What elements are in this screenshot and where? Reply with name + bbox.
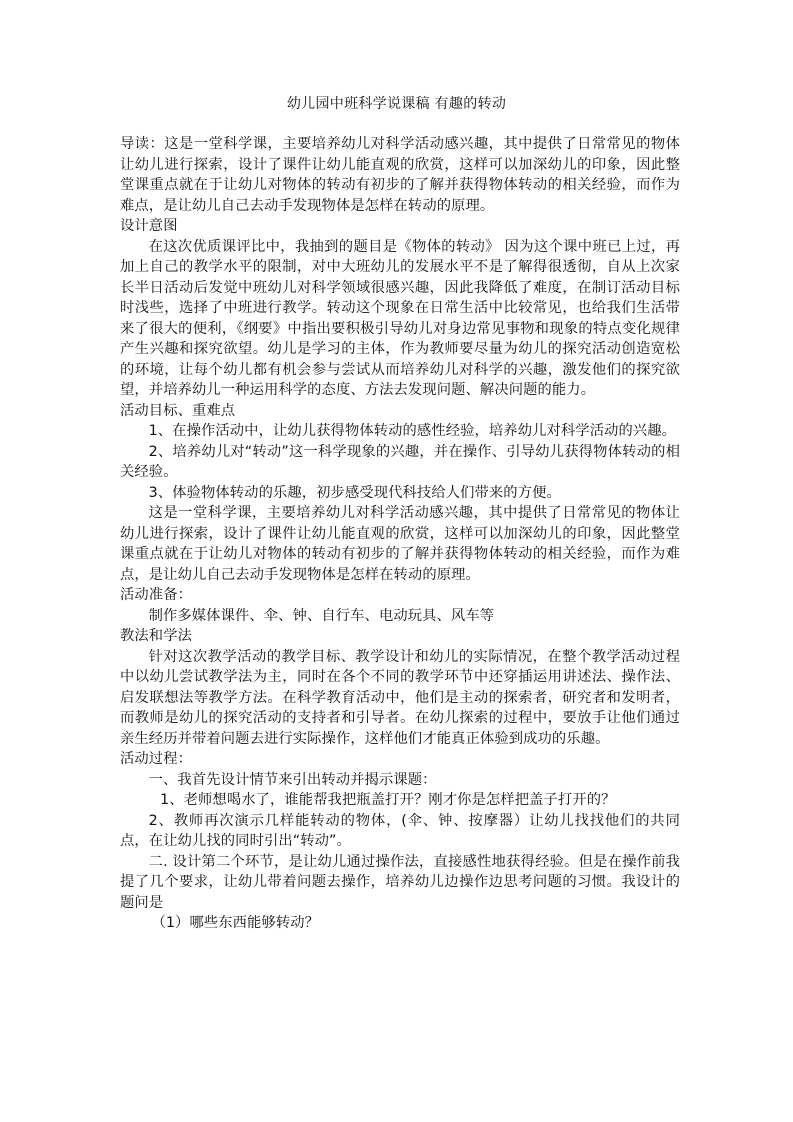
design-intent-paragraph: 在这次优质课评比中，我抽到的题目是《物体的转动》 因为这个课中班已上过，再加上自己的教学水平的限制，对中大班幼儿的发展水平不是了解得很透彻，自从上次家长半日活动后发觉中班幼儿对科学领域很感兴趣，因此我降低了难度，在制订活动目标时浅些，选择了中班进行教学。转动这个现象在日常生活中比较常见，也给我们生活带来了很大的便利，《纲要》中指出要积极引导幼儿对身边常见事物和现象的特点变化规律产生兴趣和探究欲望。幼儿是学习的主体，作为教师要尽量为幼儿的探究活动创造宽松的环境，让每个幼儿都有机会参与尝试从而培养幼儿对科学的兴趣，激发他们的探究欲望，并培养幼儿一种运用科学的态度、方法去发现问题、解决问题的能力。 — [120, 238, 680, 398]
intro-paragraph: 导读：这是一堂科学课，主要培养幼儿对科学活动感兴趣，其中提供了日常常见的物体让幼儿进行探索，设计了课件让幼儿能直观的欣赏，这样可以加深幼儿的印象，因此整堂课重点就在于让幼儿对物体的转动有初步的了解并获得物体转动的相关经验，而作为难点，是让幼儿自己去动手发现物体是怎样在转动的原理。 — [120, 136, 680, 214]
section-heading-design-intent: 设计意图 — [120, 218, 178, 234]
goal-item-3: 3、体验物体转动的乐趣，初步感受现代科技给人们带来的方便。 — [148, 484, 561, 501]
methods-paragraph: 针对这次教学活动的教学目标、教学设计和幼儿的实际情况，在整个教学活动过程中以幼儿尝试教学法为主，同时在各个不同的教学环节中还穿插运用讲述法、操作法、启发联想法等教学方法。在科学教育活动中，他们是主动的探索者，研究者和发明者，而教师是幼儿的探究活动的支持者和引导者。在幼儿探索的过程中，要放手让他们通过亲生经历并带着问题去进行实际操作，这样他们才能真正体验到成功的乐趣。 — [120, 648, 680, 747]
process-step-2: 二. 设计第二个环节，是让幼儿通过操作法，直接感性地获得经验。但是在操作前我提了几个要求，让幼儿带着问题去操作，培养幼儿边操作边思考问题的习惯。我设计的题问是 — [120, 853, 680, 911]
process-step-1-item-1: 1、老师想喝水了，谁能帮我把瓶盖打开？刚才你是怎样把盖子打开的？ — [160, 792, 616, 808]
section-heading-methods: 教法和学法 — [120, 628, 192, 644]
goal-item-1: 1、在操作活动中，让幼儿获得物体转动的感性经验，培养幼儿对科学活动的兴趣。 — [148, 423, 677, 439]
section-heading-goals: 活动目标、重难点 — [120, 402, 236, 419]
document-body — [120, 134, 680, 934]
key-points-paragraph: 这是一堂科学课，主要培养幼儿对科学活动感兴趣，其中提供了日常常见的物体让幼儿进行探索，设计了课件让幼儿能直观的欣赏，这样可以加深幼儿的印象，因此整堂课重点就在于让幼儿对物体的转动有初步的了解并获得物体转动的相关经验，而作为难点，是让幼儿自己去动手发现物体是怎样在转动的原理。 — [120, 505, 680, 583]
process-step-1-item-2: 2、教师再次演示几样能转动的物体，(伞、钟、按摩器）让幼儿找找他们的共同点，在让幼儿找的同时引出“转动”。 — [120, 812, 680, 849]
section-heading-preparation: 活动准备： — [120, 587, 192, 603]
process-step-1: 一、我首先设计情节来引出转动并揭示课题： — [148, 771, 437, 788]
document-title: 幼儿园中班科学说课稿 有趣的转动 — [286, 96, 507, 112]
preparation-paragraph: 制作多媒体课件、伞、钟、自行车、电动玩具、风车等 — [148, 607, 495, 624]
goal-item-2: 2、培养幼儿对“转动”这一科学现象的兴趣，并在操作、引导幼儿获得物体转动的相关经验。 — [120, 443, 680, 480]
question-item-1: （1）哪些东西能够转动？ — [151, 915, 320, 931]
section-heading-process: 活动过程： — [120, 751, 192, 767]
